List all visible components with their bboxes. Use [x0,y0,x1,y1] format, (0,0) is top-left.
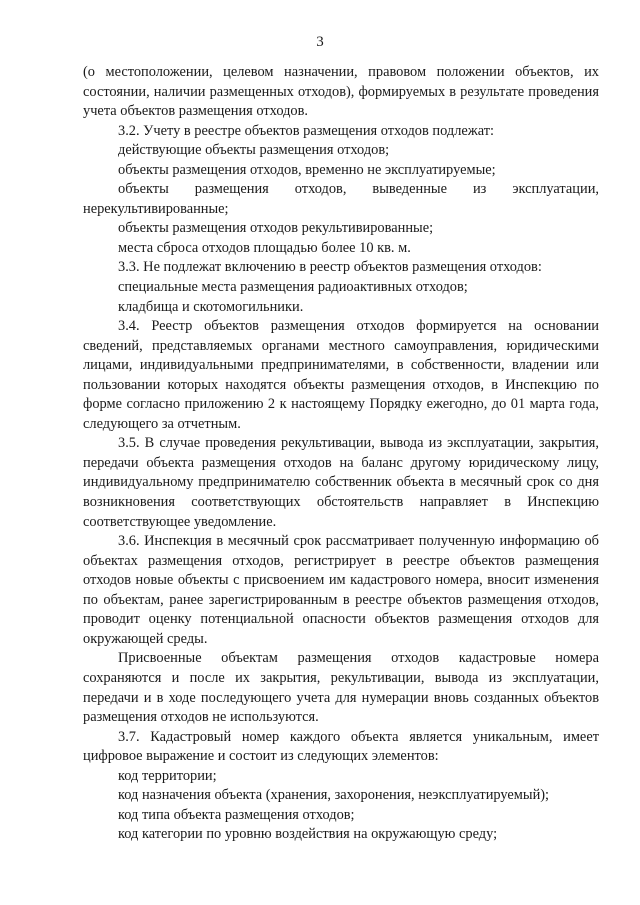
list-item: объекты размещения отходов, временно не эксплуатируемые; [118,161,496,178]
paragraph-3-4: 3.4. Реестр объектов размещения отходов формируется на основании сведений, представляемых органами местного самоуправления, юридическими лицами, индивидуальными предпринимателями, в собственности, владении или пользовании которых находятся объекты размещения отходов, в Инспекцию по форме согласно приложению 2 к настоящему Порядку ежегодно, до 01 марта года, следующего за отчетным. [83,318,599,432]
list-item: объекты размещения отходов, выведенные из эксплуатации, [118,181,599,198]
list-item: код назначения объекта (хранения, захоронения, неэксплуатируемый); [118,787,550,804]
list-item: код категории по уровню воздействия на окружающую среду; [118,826,498,843]
paragraph-3-5: 3.5. В случае проведения рекультивации, вывода из эксплуатации, закрытия, передачи объекта размещения отходов на баланс другому юридическому лицу, индивидуальному предпринимателю собственник объекта в месячный срок со дня возникновения соответствующих обстоятельств направляет в Инспекцию соответствующее уведомление. [83,435,599,530]
paragraph-3-7: 3.7. Кадастровый номер каждого объекта является уникальным, имеет цифровое выражение и состоит из следующих элементов: [83,728,599,765]
document-body [83,63,599,845]
list-item: код типа объекта размещения отходов; [118,806,355,823]
paragraph-3-3: 3.3. Не подлежат включению в реестр объектов размещения отходов: [118,259,542,276]
list-item: кладбища и скотомогильники. [118,298,304,315]
page-number: 3 [316,34,324,50]
paragraph-3-6: 3.6. Инспекция в месячный срок рассматривает полученную информацию об объектах размещения отходов, регистрирует в реестре объектов размещения отходов новые объекты с присвоением им кадастрового номера, вносит изменения по объектам, ранее зарегистрированным в реестре объектов размещения отходов, проводит оценку потенциальной опасности объектов размещения отходов для окружающей среды. [83,533,599,647]
list-item: код территории; [118,767,217,784]
list-item: места сброса отходов площадью более 10 кв. м. [118,239,411,256]
paragraph-intro-continuation: (о местоположении, целевом назначении, правовом положении объектов, их состоянии, наличии размещенных отходов), формируемых в результате проведения учета объектов размещения отходов. [83,64,599,120]
list-item: действующие объекты размещения отходов; [118,142,390,159]
list-item: специальные места размещения радиоактивных отходов; [118,279,468,296]
paragraph-cadastral-numbers: Присвоенные объектам размещения отходов кадастровые номера сохраняются и после их закрытия, рекультивации, вывода из эксплуатации, передачи и в ходе последующего учета для нумерации вновь созданных объектов размещения отходов не используются. [83,650,599,726]
list-item-continuation: нерекультивированные; [83,200,229,217]
paragraph-3-2: 3.2. Учету в реестре объектов размещения отходов подлежат: [118,122,495,139]
list-item: объекты размещения отходов рекультивированные; [118,220,434,237]
